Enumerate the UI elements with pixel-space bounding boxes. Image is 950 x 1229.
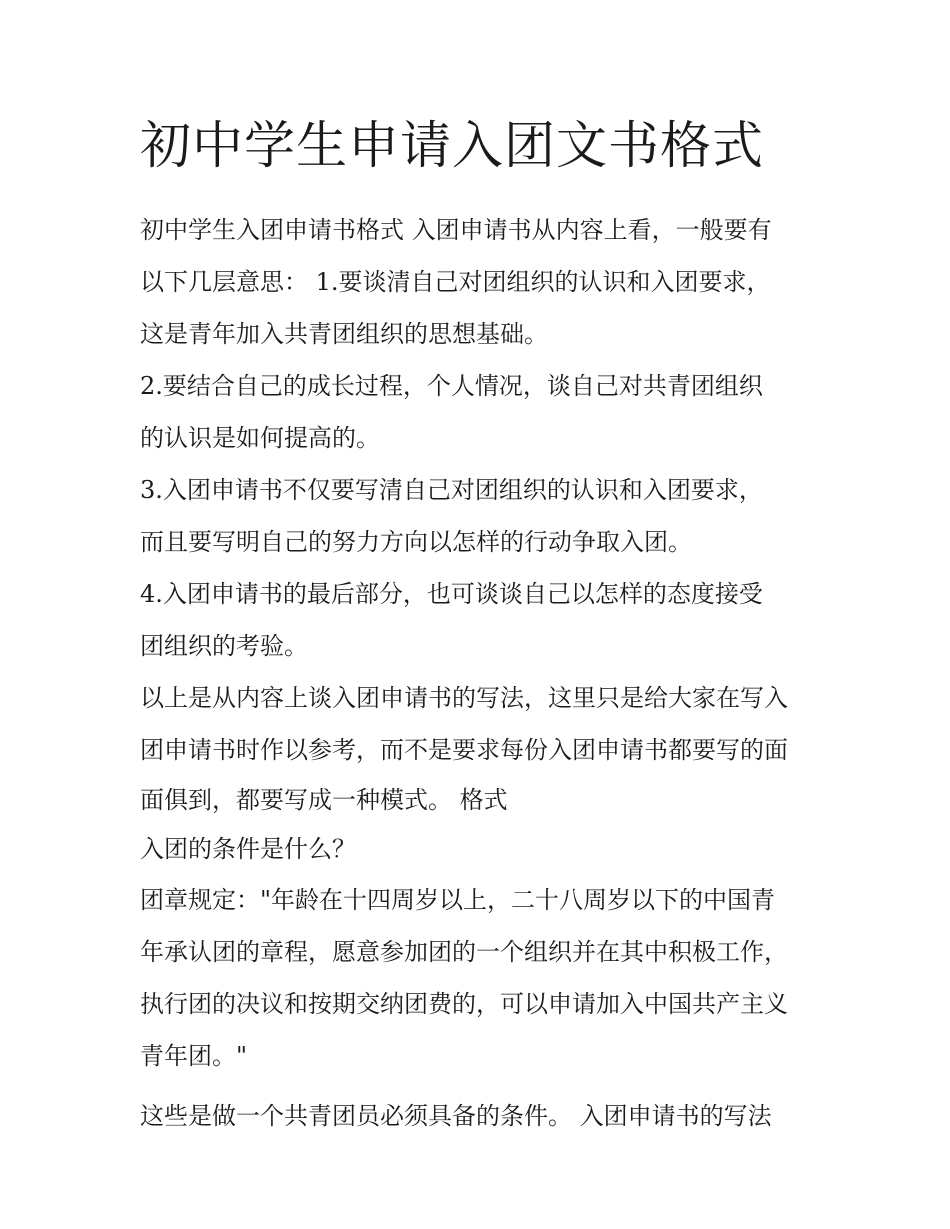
body-line: 这是青年加入共青团组织的思想基础。 xyxy=(140,320,548,348)
body-line: 团组织的考验。 xyxy=(140,632,308,660)
body-line: 青年团。" xyxy=(140,1042,248,1070)
body-line: 团章规定："年龄在十四周岁以上，二十八周岁以下的中国青 xyxy=(140,886,776,914)
body-line: 2.要结合自己的成长过程，个人情况，谈自己对共青团组织 xyxy=(140,372,763,400)
body-line: 入团的条件是什么？ xyxy=(140,835,356,863)
body-line: 执行团的决议和按期交纳团费的，可以申请加入中国共产主义 xyxy=(140,990,788,1018)
document-page xyxy=(140,112,830,1142)
body-line: 的认识是如何提高的。 xyxy=(140,424,380,452)
body-line: 以下几层意思： 1.要谈清自己对团组织的认识和入团要求， xyxy=(140,268,771,296)
document-title: 初中学生申请入团文书格式 xyxy=(140,117,765,176)
body-line: 4.入团申请书的最后部分，也可谈谈自己以怎样的态度接受 xyxy=(140,580,763,608)
document-body xyxy=(140,204,830,1142)
body-line: 初中学生入团申请书格式 入团申请书从内容上看，一般要有 xyxy=(140,216,772,244)
body-line: 这些是做一个共青团员必须具备的条件。 入团申请书的写法 xyxy=(140,1102,772,1130)
body-line: 团申请书时作以参考，而不是要求每份入团申请书都要写的面 xyxy=(140,736,788,764)
body-line: 3.入团申请书不仅要写清自己对团组织的认识和入团要求， xyxy=(140,476,763,504)
body-line: 面俱到，都要写成一种模式。 格式 xyxy=(140,786,508,814)
body-line: 而且要写明自己的努力方向以怎样的行动争取入团。 xyxy=(140,528,692,556)
body-line: 年承认团的章程，愿意参加团的一个组织并在其中积极工作， xyxy=(140,938,788,966)
body-line: 以上是从内容上谈入团申请书的写法，这里只是给大家在写入 xyxy=(140,684,788,712)
